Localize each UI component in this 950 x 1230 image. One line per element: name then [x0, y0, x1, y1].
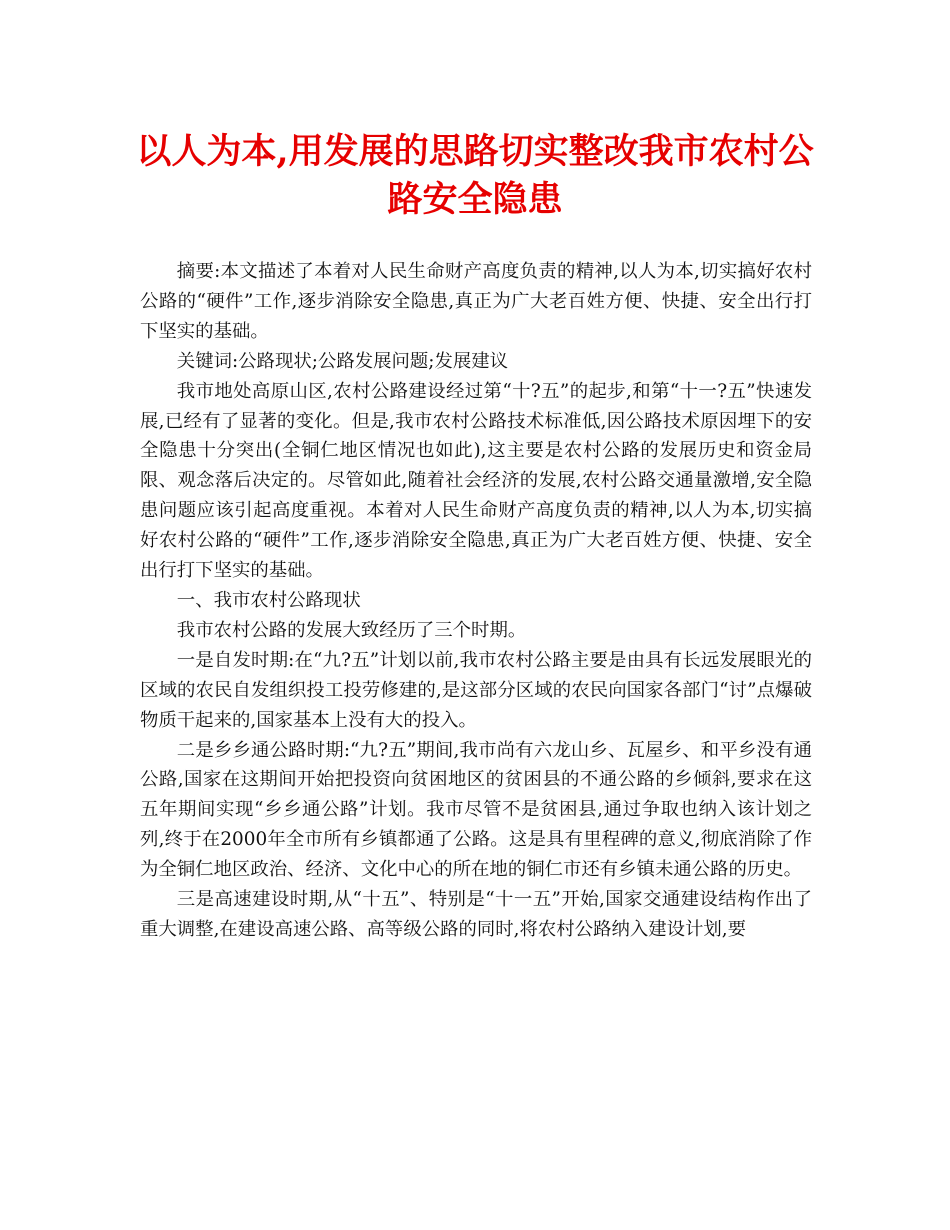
body-paragraph: 二是乡乡通公路时期:“九?五”期间,我市尚有六龙山乡、瓦屋乡、和平乡没有通公路,国家在这期间开始把投资向贫困地区的贫困县的不通公路的乡倾斜,要求在这五年期间实现“乡乡通公路”计划。我市尽管不是贫困县,通过争取也纳入该计划之列,终于在2000年全市所有乡镇都通了公路。这是具有里程碑的意义,彻底消除了作为全铜仁地区政治、经济、文化中心的所在地的铜仁市还有乡镇未通公路的历史。	[140, 739, 812, 881]
keywords-paragraph: 关键词:公路现状;公路发展问题;发展建议	[176, 350, 509, 372]
body-paragraph: 一是自发时期:在“九?五”计划以前,我市农村公路主要是由具有长远发展眼光的区域的农民自发组织投工投劳修建的,是这部分区域的农民向国家各部门“讨”点爆破物质干起来的,国家基本上没有大的投入。	[140, 649, 812, 731]
document-body	[140, 257, 812, 945]
body-paragraph: 三是高速建设时期,从“十五”、特别是“十一五”开始,国家交通建设结构作出了重大调整,在建设高速公路、高等级公路的同时,将农村公路纳入建设计划,要	[140, 889, 812, 940]
section-heading: 一、我市农村公路现状	[176, 589, 361, 611]
document-title: 以人为本,用发展的思路切实整改我市农村公路安全隐患	[136, 131, 814, 220]
body-paragraph: 我市农村公路的发展大致经历了三个时期。	[176, 619, 527, 641]
abstract-paragraph: 摘要:本文描述了本着对人民生命财产高度负责的精神,以人为本,切实搞好农村公路的“硬件”工作,逐步消除安全隐患,真正为广大老百姓方便、快捷、安全出行打下坚实的基础。	[140, 261, 812, 342]
intro-paragraph: 我市地处高原山区,农村公路建设经过第“十?五”的起步,和第“十一?五”快速发展,已经有了显著的变化。但是,我市农村公路技术标准低,因公路技术原因埋下的安全隐患十分突出(全铜仁地区情况也如此),这主要是农村公路的发展历史和资金局限、观念落后决定的。尽管如此,随着社会经济的发展,农村公路交通量激增,安全隐患问题应该引起高度重视。本着对人民生命财产高度负责的精神,以人为本,切实搞好农村公路的“硬件”工作,逐步消除安全隐患,真正为广大老百姓方便、快捷、安全出行打下坚实的基础。	[140, 380, 812, 582]
